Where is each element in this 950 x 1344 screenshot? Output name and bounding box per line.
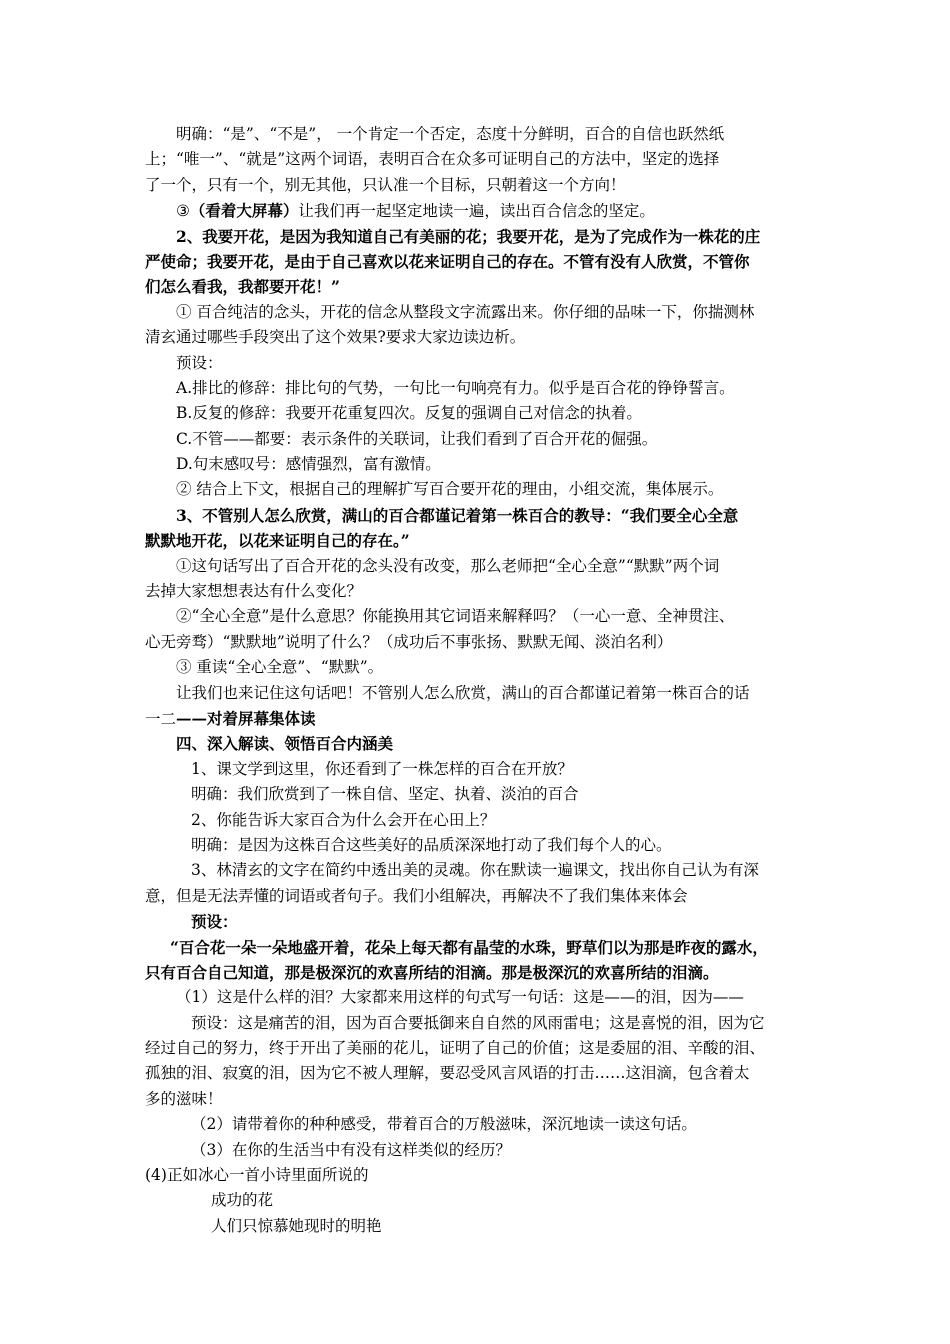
text-line: （2）请带着你的种种感受，带着百合的万般滋味，深沉地读一读这句话。: [191, 1115, 697, 1134]
text-line: 预设：: [191, 912, 238, 932]
text-line: (4)正如冰心一首小诗里面所说的: [145, 1166, 369, 1185]
text-line: 孤独的泪、寂寞的泪，因为它不被人理解，要忍受风言风语的打击……这泪滴，包含着太: [145, 1064, 750, 1083]
text-line: 人们只惊慕她现时的明艳: [211, 1216, 382, 1235]
text-line: 1、课文学到这里，你还看到了一株怎样的百合在开放？: [191, 759, 573, 778]
text-line: “百合花一朵一朵地盛开着，花朵上每天都有晶莹的水珠，野草们以为那是昨夜的露水，: [170, 937, 768, 957]
text-line: 经过自己的努力，终于开出了美丽的花儿，证明了自己的价值；这是委屈的泪、辛酸的泪、: [145, 1039, 766, 1058]
text-span: ③: [176, 202, 190, 221]
text-line: 3、林清玄的文字在简约中透出美的灵魂。你在默读一遍课文，找出你自己认为有深: [191, 861, 759, 880]
text-line: 多的滋味！: [145, 1089, 223, 1108]
text-line: ① 百合纯洁的念头，开花的信念从整段文字流露出来。你仔细的品味一下，你揣测林: [176, 302, 755, 321]
text-line: ②“全心全意”是什么意思？你能换用其它词语来解释吗？（一心一意、全神贯注、: [176, 607, 735, 626]
text-line: 让我们也来记住这句话吧！不管别人怎么欣赏，满山的百合都谨记着第一株百合的话: [176, 683, 750, 702]
text-line: 去掉大家想想表达有什么变化？: [145, 582, 363, 601]
text-line: C.不管——都要：表示条件的关联词，让我们看到了百合开花的倔强。: [176, 429, 658, 448]
text-span: 让我们再一起坚定地读一遍，读出百合信念的坚定。: [298, 202, 655, 221]
text-line: B.反复的修辞：我要开花重复四次。反复的强调自己对信念的执着。: [176, 404, 642, 423]
text-line: [145, 198, 815, 223]
text-line: 严使命；我要开花，是由于自己喜欢以花来证明自己的存在。不管有没有人欣赏，不管你: [145, 251, 750, 271]
text-line: D.句末感叹号：感情强烈，富有激情。: [176, 455, 441, 474]
text-line: ③ 重读“全心全意”、“默默”。: [176, 658, 384, 677]
text-line: ② 结合上下文，根据自己的理解扩写百合要开花的理由，小组交流，集体展示。: [176, 480, 724, 499]
text-line: 预设：: [176, 353, 223, 372]
bold-text-span: （看着大屏幕）: [189, 201, 299, 221]
text-line: 心无旁骛）“默默地”说明了什么？（成功后不事张扬、默默无闻、淡泊名利）: [145, 632, 673, 651]
text-line: A.排比的修辞：排比句的气势，一句比一句响亮有力。似乎是百合花的铮铮誓言。: [176, 378, 735, 397]
text-line: 默默地开花，以花来证明自己的存在。”: [145, 531, 410, 551]
bold-text-span: ——对着屏幕集体读: [176, 708, 316, 728]
document-page: [145, 122, 815, 1239]
text-line: （1）这是什么样的泪？大家都来用这样的句式写一句话：这是——的泪，因为——: [176, 988, 744, 1007]
text-line: ①这句话写出了百合开花的念头没有改变，那么老师把“全心全意”“默默”两个词: [176, 556, 720, 575]
text-span: 一二: [145, 709, 177, 728]
text-line: 明确：“是”、“不是”， 一个肯定一个否定，态度十分鲜明，百合的自信也跃然纸: [176, 125, 725, 143]
text-line: 明确：我们欣赏到了一株自信、坚定、执着、淡泊的百合: [191, 785, 579, 804]
text-line: （3）在你的生活当中有没有这样类似的经历？: [191, 1140, 511, 1159]
text-line: 明确：是因为这株百合这些美好的品质深深地打动了我们每个人的心。: [191, 835, 672, 854]
text-line: 们怎么看我，我都要开花！”: [145, 277, 340, 297]
text-line: 了一个，只有一个，别无其他，只认准一个目标，只朝着这一个方向！: [145, 175, 626, 194]
text-line: 3、不管别人怎么欣赏，满山的百合都谨记着第一株百合的教导：“我们要全心全意: [176, 505, 739, 525]
text-line: 成功的花: [211, 1191, 274, 1210]
text-line: 意，但是无法弄懂的词语或者句子。我们小组解决，再解决不了我们集体来体会: [145, 886, 688, 905]
text-line: 四、深入解读、领悟百合内涵美: [176, 734, 394, 754]
text-line: [145, 706, 815, 731]
text-line: 2、我要开花，是因为我知道自己有美丽的花；我要开花，是为了完成作为一株花的庄: [176, 226, 761, 246]
text-line: 上；“唯一”、“就是”这两个词语，表明百合在众多可证明自己的方法中，坚定的选择: [145, 150, 720, 169]
text-line: 2、你能告诉大家百合为什么会开在心田上？: [191, 810, 496, 829]
text-line: 清玄通过哪些手段突出了这个效果?要求大家边读边析。: [145, 328, 526, 347]
text-line: 预设：这是痛苦的泪，因为百合要抵御来自自然的风雨雷电；这是喜悦的泪，因为它: [191, 1013, 765, 1032]
text-line: 只有百合自己知道，那是极深沉的欢喜所结的泪滴。那是极深沉的欢喜所结的泪滴。: [145, 962, 719, 982]
